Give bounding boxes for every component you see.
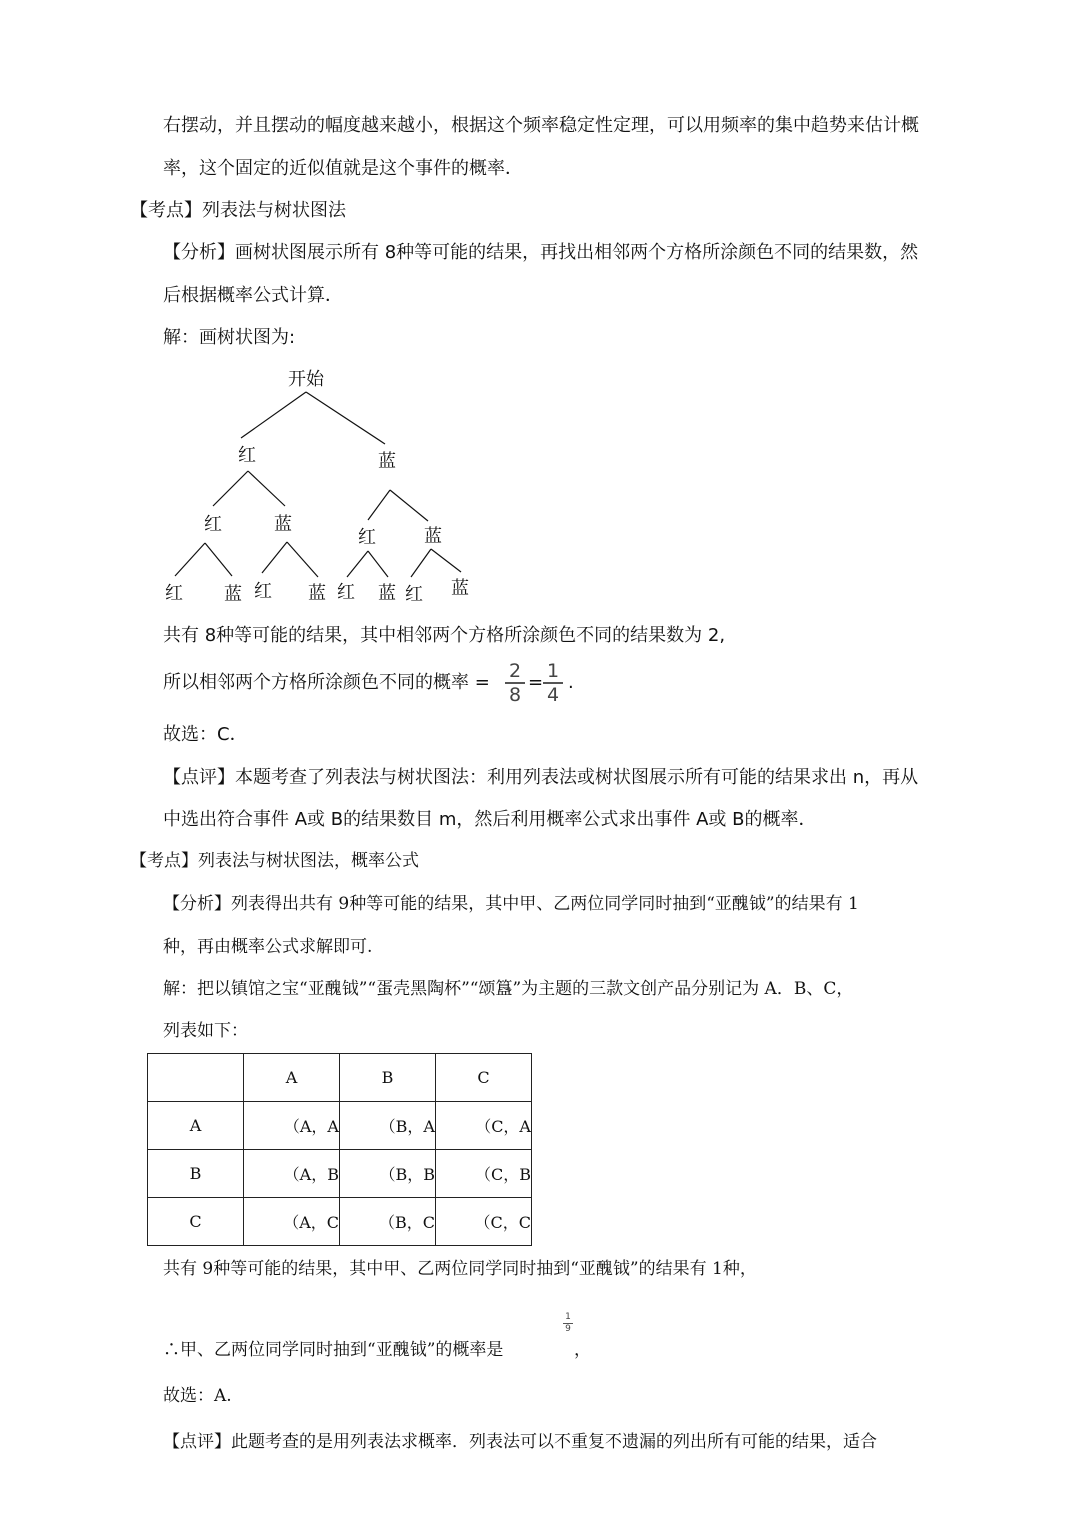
table-row [148,1198,532,1246]
dianping-line: 中选出符合事件 A或 B的结果数目 m，然后利用概率公式求出事件 A或 B的概率． [163,809,817,830]
table-cell: （B，A [340,1102,436,1150]
period: . [568,672,574,693]
table-header-cell: C [436,1054,532,1102]
fraction-two-eighths [505,661,525,705]
tree-leaf-red: 红 [405,584,423,605]
tree-leaf-blue: 蓝 [378,583,396,604]
fraction-numerator: 1 [565,1312,571,1322]
table-row [148,1102,532,1150]
tree-leaf-red: 红 [165,583,183,604]
table-header-row [148,1054,532,1102]
tree-leaf-red: 红 [337,582,355,603]
result-line: 共有 9种等可能的结果，其中甲、乙两位同学同时抽到“亚醜钺”的结果有 1种， [163,1259,757,1279]
probability-line: 所以相邻两个方格所涂颜色不同的概率 = [163,672,490,693]
table-cell: （C，C [436,1198,532,1246]
table-header-cell: A [244,1054,340,1102]
table-header-cell: B [340,1054,436,1102]
table-row-header: A [148,1102,244,1150]
tree-leaf-blue: 蓝 [451,578,469,599]
answer-line: 故选：A. [163,1386,232,1406]
tree-node-red: 红 [204,514,222,535]
tree-diagram [0,0,1080,620]
solution-intro: 解：画树状图为: [163,327,296,348]
table-row [148,1150,532,1198]
fraction-denominator: 4 [546,683,560,706]
table-row-header: C [148,1198,244,1246]
fenxi-line: 【分析】画树状图展示所有 8种等可能的结果，再找出相邻两个方格所涂颜色不同的结果数，然 [163,242,919,263]
tree-leaf-blue: 蓝 [224,584,242,605]
kaodian-heading: 【考点】列表法与树状图法 [130,200,346,221]
table-cell: （B，B [340,1150,436,1198]
table-cell: （C，A [436,1102,532,1150]
table-cell: （A，A [244,1102,340,1150]
fenxi-line: 种，再由概率公式求解即可. [163,937,373,957]
fraction-one-ninth [563,1313,573,1334]
table-corner-cell [148,1054,244,1102]
comma: ， [574,1340,591,1360]
fraction-numerator: 2 [508,660,522,682]
tree-node-red: 红 [238,445,256,466]
kaodian-heading: 【考点】列表法与树状图法，概率公式 [130,851,419,871]
paragraph-line: 右摆动，并且摆动的幅度越来越小，根据这个频率稳定性定理，可以用频率的集中趋势来估计概 [163,115,919,136]
table-cell: （A，B [244,1150,340,1198]
answer-line: 故选：C． [163,724,248,745]
tree-node-blue: 蓝 [378,451,396,472]
fraction-denominator: 8 [508,683,522,706]
fraction-one-quarter [543,661,563,705]
table-row-header: B [148,1150,244,1198]
solution-line: 列表如下： [163,1021,248,1041]
paragraph-line: 率，这个固定的近似值就是这个事件的概率． [163,158,523,179]
dianping-line: 【点评】此题考查的是用列表法求概率．列表法可以不重复不遗漏的列出所有可能的结果，适合 [163,1432,877,1452]
tree-leaf-red: 红 [254,581,272,602]
probability-line: ∴甲、乙两位同学同时抽到“亚醜钺”的概率是 [163,1340,504,1360]
fraction-numerator: 1 [546,660,560,682]
fenxi-line: 【分析】列表得出共有 9种等可能的结果，其中甲、乙两位同学同时抽到“亚醜钺”的结果有 1 [163,894,859,914]
tree-branches [175,392,461,577]
tree-node-red: 红 [358,527,376,548]
result-line: 共有 8种等可能的结果，其中相邻两个方格所涂颜色不同的结果数为 2, [163,625,726,646]
tree-node-blue: 蓝 [274,514,292,535]
tree-root: 开始 [288,369,324,390]
outcome-table [147,1053,532,1246]
dianping-line: 【点评】本题考查了列表法与树状图法：利用列表法或树状图展示所有可能的结果求出 n，再从 [163,767,919,788]
table-cell: （A，C [244,1198,340,1246]
table-cell: （C，B [436,1150,532,1198]
equals-sign: = [528,672,544,693]
fenxi-line: 后根据概率公式计算． [163,285,343,306]
tree-node-blue: 蓝 [424,526,442,547]
table-cell: （B，C [340,1198,436,1246]
solution-line: 解：把以镇馆之宝“亚醜钺”“蛋壳黑陶杯”“颂簋”为主题的三款文创产品分别记为 A．B、C， [163,979,854,999]
tree-leaf-blue: 蓝 [308,583,326,604]
fraction-denominator: 9 [565,1324,571,1334]
